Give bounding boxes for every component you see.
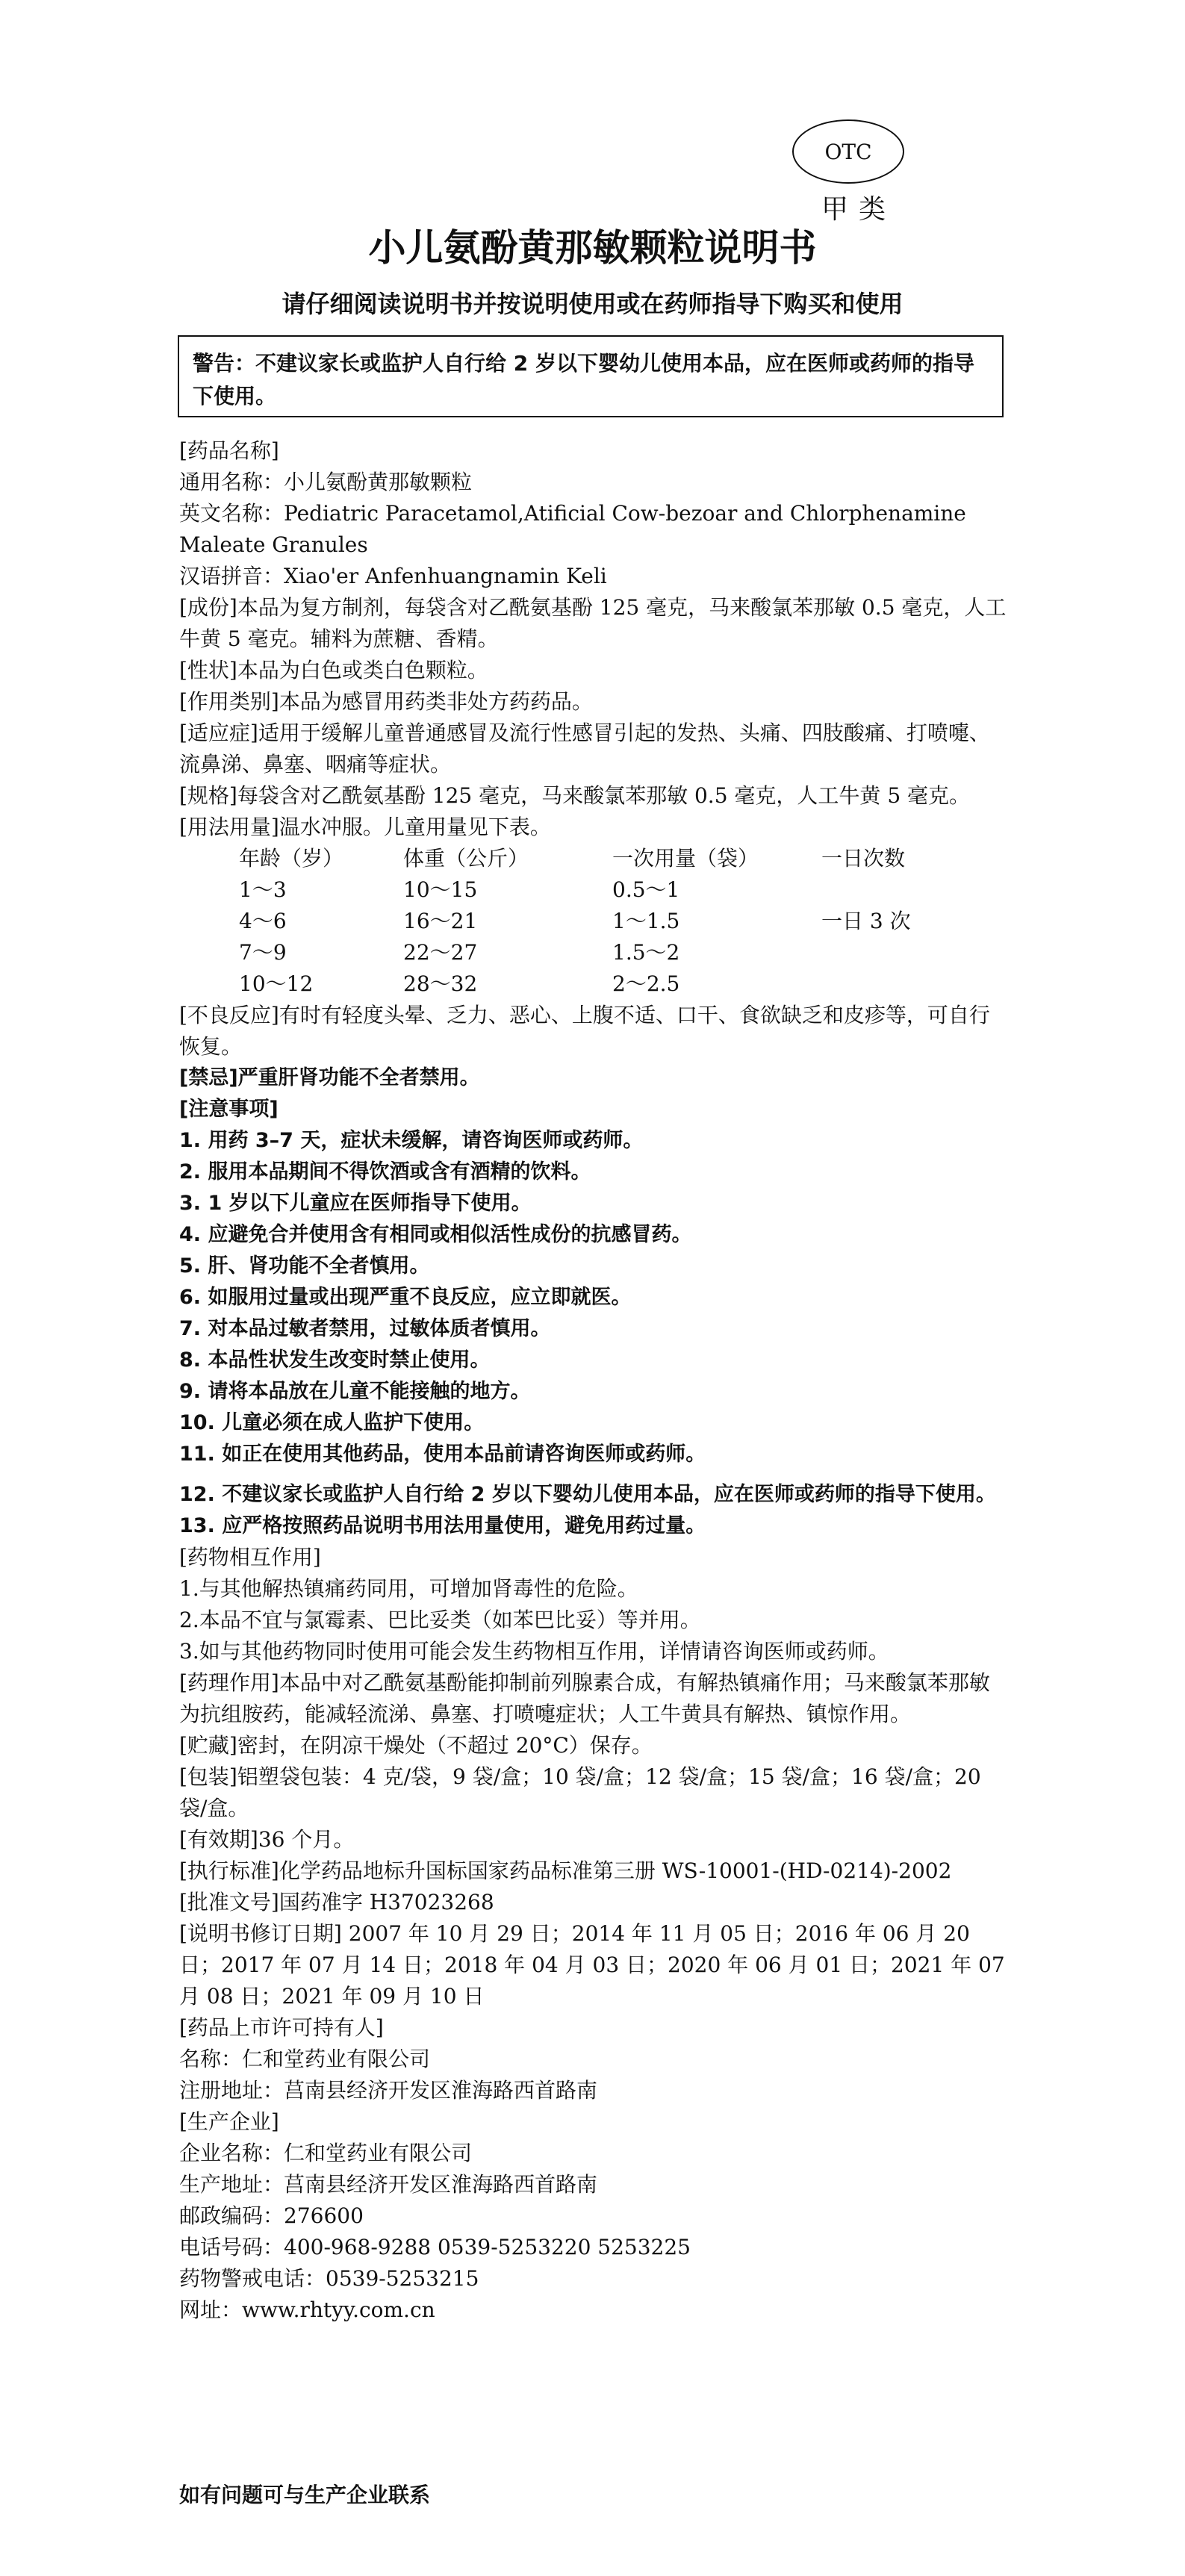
warning-box: 警告：不建议家长或监护人自行给 2 岁以下婴幼儿使用本品，应在医师或药师的指导下使用。 [178, 335, 1004, 417]
precaution-item: 1. 用药 3–7 天，症状未缓解，请咨询医师或药师。 [179, 1129, 644, 1152]
precaution-item: 5. 肝、肾功能不全者慎用。 [179, 1254, 430, 1278]
leaflet-line: [规格]每袋含对乙酰氨基酚 125 毫克，马来酸氯苯那敏 0.5 毫克，人工牛黄 5 毫克。 [179, 783, 971, 808]
dosage-cell-frequency [821, 968, 956, 1000]
leaflet-line: [适应症]适用于缓解儿童普通感冒及流行性感冒引起的发热、头痛、四肢酸痛、打喷嚏、流鼻涕、鼻塞、咽痛等症状。 [179, 721, 990, 777]
dosage-header-weight: 体重（公斤） [403, 846, 529, 871]
dosage-table-row [209, 874, 956, 906]
precaution-item: 4. 应避免合并使用含有相同或相似活性成份的抗感冒药。 [179, 1223, 692, 1246]
leaflet-line: 3.如与其他药物同时使用可能会发生药物相互作用，详情请咨询医师或药师。 [179, 1639, 889, 1664]
dosage-cell-age: 7～9 [239, 940, 287, 965]
dosage-table-body [209, 874, 956, 1000]
precautions-header: [注意事项] [179, 1098, 279, 1121]
dosage-table-row [209, 906, 956, 937]
dosage-cell-frequency: 一日 3 次 [821, 909, 911, 933]
dosage-header-age: 年龄（岁） [239, 846, 344, 871]
spacer [179, 1470, 1007, 1479]
dosage-cell-dose: 2～2.5 [612, 971, 680, 996]
dosage-header-dose: 一次用量（袋） [612, 846, 759, 871]
leaflet-line: 名称：仁和堂药业有限公司 [179, 2047, 431, 2071]
precaution-item: 12. 不建议家长或监护人自行给 2 岁以下婴幼儿使用本品，应在医师或药师的指导下使用。 [179, 1483, 996, 1506]
dosage-cell-age: 4～6 [239, 909, 287, 933]
leaflet-line: 网址：www.rhtyy.com.cn [179, 2297, 435, 2322]
dosage-cell-dose: 1～1.5 [612, 909, 680, 933]
precaution-item: 13. 应严格按照药品说明书用法用量使用，避免用药过量。 [179, 1514, 706, 1537]
sections-a [179, 435, 1007, 843]
leaflet-line: 邮政编码：276600 [179, 2203, 364, 2228]
dosage-cell-frequency [821, 874, 956, 906]
leaflet-line: 企业名称：仁和堂药业有限公司 [179, 2141, 473, 2165]
dosage-cell-dose: 1.5～2 [612, 940, 680, 965]
dosage-cell-weight: 16～21 [403, 909, 478, 933]
document-title: 小儿氨酚黄那敏颗粒说明书 [368, 226, 817, 270]
precautions-list-b [179, 1479, 1007, 1542]
leaflet-line: [包装]铝塑袋包装：4 克/袋，9 袋/盒；10 袋/盒；12 袋/盒；15 袋/盒；16 袋/盒；20 袋/盒。 [179, 1764, 981, 1820]
leaflet-line: [药品上市许可持有人] [179, 2015, 384, 2040]
leaflet-line: [生产企业] [179, 2109, 279, 2134]
leaflet-line: [用法用量]温水冲服。儿童用量见下表。 [179, 815, 551, 839]
dosage-header-frequency: 一日次数 [821, 846, 906, 871]
dosage-cell-frequency [821, 937, 956, 968]
otc-badge [792, 119, 904, 184]
leaflet-line: 电话号码：400-968-9288 0539-5253220 5253225 [179, 2235, 691, 2259]
precaution-item: 3. 1 岁以下儿童应在医师指导下使用。 [179, 1192, 532, 1215]
leaflet-line: 通用名称：小儿氨酚黄那敏颗粒 [179, 470, 473, 494]
leaflet-line: 1.与其他解热镇痛药同用，可增加肾毒性的危险。 [179, 1576, 638, 1601]
leaflet-line: 2.本品不宜与氯霉素、巴比妥类（如苯巴比妥）等并用。 [179, 1608, 701, 1632]
leaflet-line: 生产地址：莒南县经济开发区淮海路西首路南 [179, 2172, 598, 2197]
leaflet-line: [作用类别]本品为感冒用药类非处方药药品。 [179, 689, 593, 714]
dosage-cell-dose: 0.5～1 [612, 877, 680, 902]
leaflet-line: 英文名称：Pediatric Paracetamol,Atificial Cow-bezoar and Chlorphenamine Maleate Granules [179, 501, 966, 557]
dosage-cell-weight: 10～15 [403, 877, 478, 902]
leaflet-line: [药物相互作用] [179, 1545, 321, 1569]
dosage-cell-age: 10～12 [239, 971, 314, 996]
otc-badge-text: OTC [824, 139, 872, 164]
precaution-item: 6. 如服用过量或出现严重不良反应，应立即就医。 [179, 1286, 632, 1309]
dosage-table-row [209, 937, 956, 968]
precaution-item: 2. 服用本品期间不得饮酒或含有酒精的饮料。 [179, 1160, 591, 1183]
leaflet-line: [批准文号]国药准字 H37023268 [179, 1890, 494, 1914]
dosage-cell-weight: 28～32 [403, 971, 478, 996]
dosage-table [209, 843, 956, 1000]
contraindication: [禁忌]严重肝肾功能不全者禁用。 [179, 1066, 480, 1089]
precaution-item: 9. 请将本品放在儿童不能接触的地方。 [179, 1380, 531, 1403]
dosage-table-header [209, 843, 956, 874]
dosage-cell-weight: 22～27 [403, 940, 478, 965]
leaflet-line: [药理作用]本品中对乙酰氨基酚能抑制前列腺素合成，有解热镇痛作用；马来酸氯苯那敏为抗组胺药，能减轻流涕、鼻塞、打喷嚏症状；人工牛黄具有解热、镇惊作用。 [179, 1670, 990, 1726]
document-subtitle: 请仔细阅读说明书并按说明使用或在药师指导下购买和使用 [282, 290, 903, 318]
precaution-item: 11. 如正在使用其他药品，使用本品前请咨询医师或药师。 [179, 1443, 706, 1466]
leaflet-line: [贮藏]密封，在阴凉干燥处（不超过 20°C）保存。 [179, 1733, 653, 1758]
leaflet-line: [成份]本品为复方制剂，每袋含对乙酰氨基酚 125 毫克，马来酸氯苯那敏 0.5 毫克，人工牛黄 5 毫克。辅料为蔗糖、香精。 [179, 595, 1007, 651]
dosage-cell-age: 1～3 [239, 877, 287, 902]
footer-contact-note: 如有问题可与生产企业联系 [179, 2483, 431, 2507]
leaflet-body [179, 435, 1007, 2326]
leaflet-line: [有效期]36 个月。 [179, 1827, 355, 1852]
adverse-reactions: [不良反应]有时有轻度头晕、乏力、恶心、上腹不适、口干、食欲缺乏和皮疹等，可自行恢复。 [179, 1003, 990, 1059]
precaution-item: 10. 儿童必须在成人监护下使用。 [179, 1411, 485, 1434]
leaflet-line: [说明书修订日期] 2007 年 10 月 29 日；2014 年 11 月 05 日；2016 年 06 月 20 日；2017 年 07 月 14 日；2018 年 04 月 03 日；2020 年 06 月 01 日；2021 年 07 月 08 日；2021 年 09 月 10 日 [179, 1921, 1005, 2009]
leaflet-line: [执行标准]化学药品地标升国标国家药品标准第三册 WS-10001-(HD-0214)-2002 [179, 1858, 952, 1883]
leaflet-line: [性状]本品为白色或类白色颗粒。 [179, 658, 488, 682]
leaflet-line: 注册地址：莒南县经济开发区淮海路西首路南 [179, 2078, 598, 2103]
otc-class-label: 甲类 [821, 194, 897, 225]
leaflet-line: 汉语拼音：Xiao'er Anfenhuangnamin Keli [179, 564, 607, 588]
precaution-item: 8. 本品性状发生改变时禁止使用。 [179, 1348, 491, 1372]
precautions-list-a [179, 1125, 1007, 1470]
precaution-item: 7. 对本品过敏者禁用，过敏体质者慎用。 [179, 1317, 551, 1340]
leaflet-line: 药物警戒电话：0539-5253215 [179, 2266, 479, 2291]
dosage-table-row [209, 968, 956, 1000]
sections-b [179, 1542, 1007, 2326]
leaflet-line: [药品名称] [179, 438, 279, 463]
